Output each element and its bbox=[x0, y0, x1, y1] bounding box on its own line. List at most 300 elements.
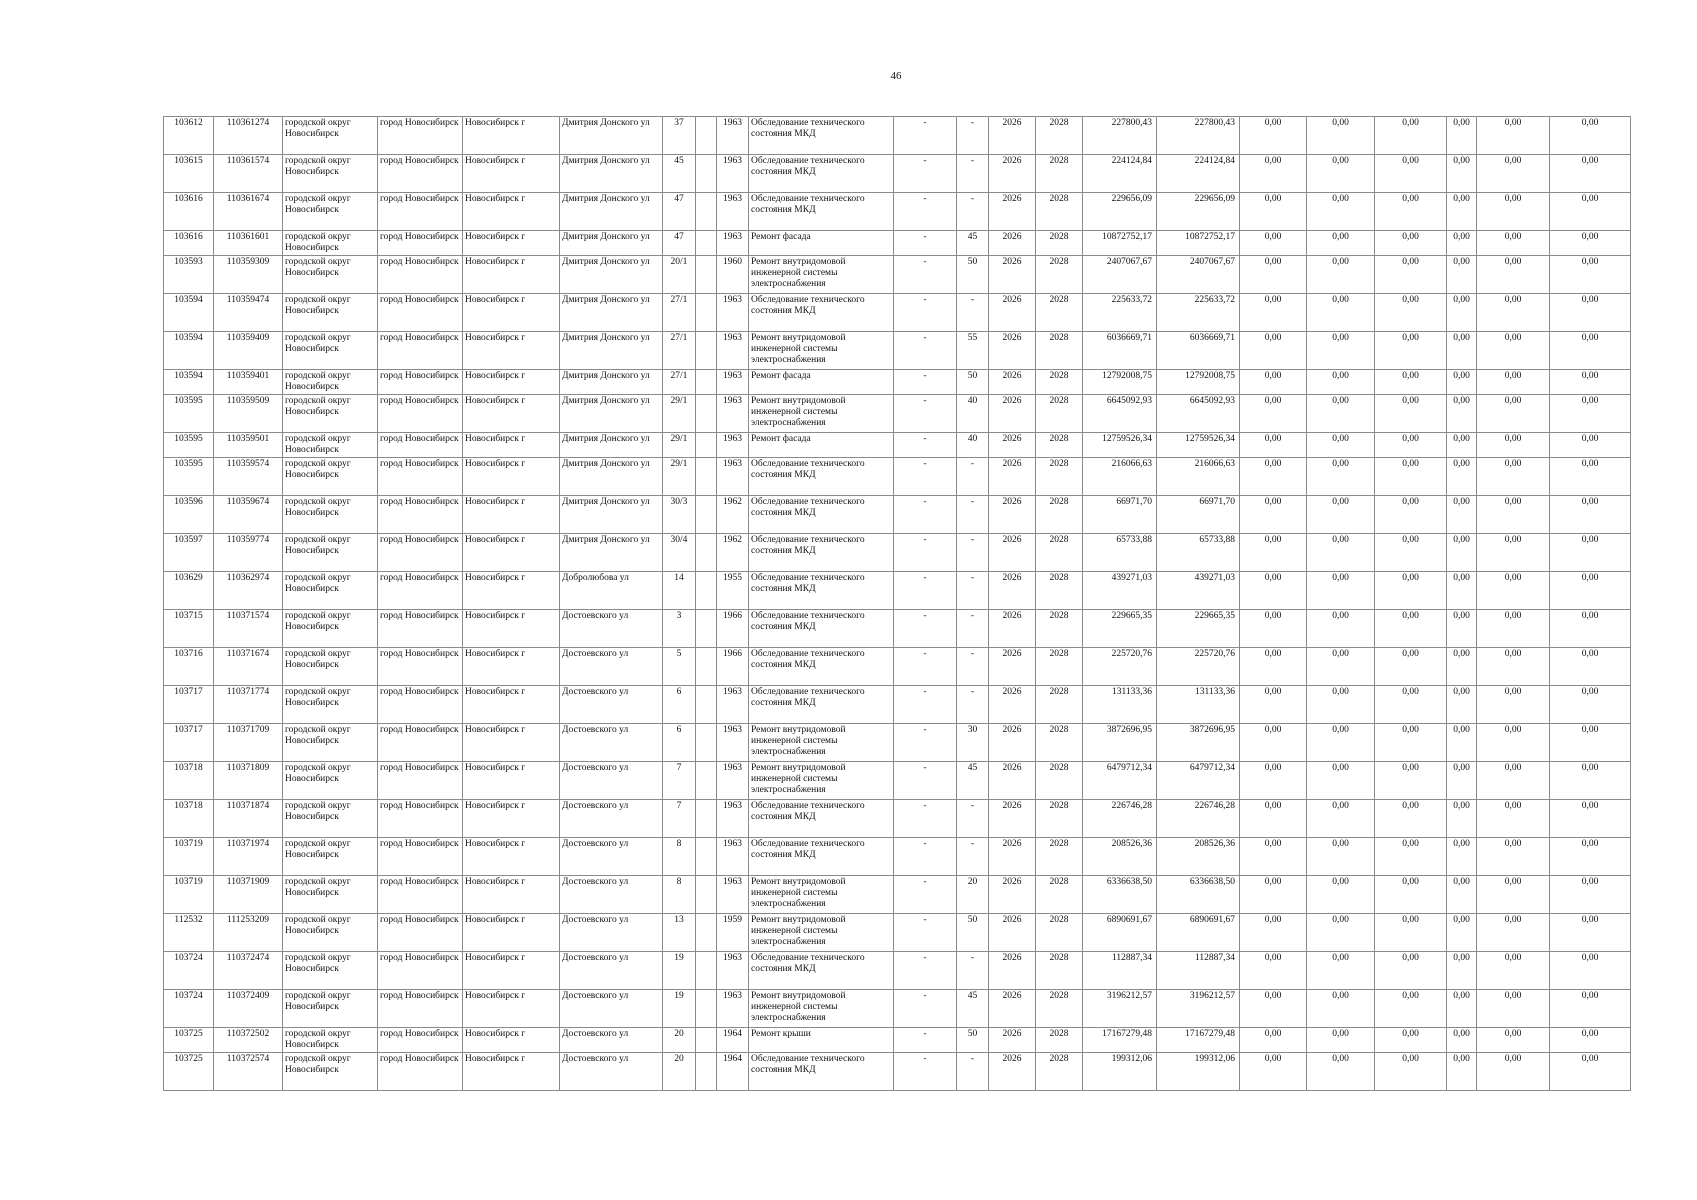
cell-fund-2: 0,00 bbox=[1307, 952, 1375, 990]
cell-fund-6: 0,00 bbox=[1550, 294, 1631, 332]
cell-locality: город Новосибирск bbox=[378, 332, 463, 370]
cell-district: городской округ Новосибирск bbox=[283, 686, 378, 724]
cell-fund-6: 0,00 bbox=[1550, 534, 1631, 572]
cell-fund-6: 0,00 bbox=[1550, 1053, 1631, 1091]
cell-start-year: 2026 bbox=[989, 838, 1036, 876]
table-row bbox=[164, 648, 1631, 686]
cell-house-code: 103715 bbox=[164, 610, 214, 648]
cell-start-year: 2026 bbox=[989, 1028, 1036, 1053]
table-row bbox=[164, 117, 1631, 155]
cell-end-year: 2028 bbox=[1036, 800, 1083, 838]
cell-fund-2: 0,00 bbox=[1307, 294, 1375, 332]
cell-year-built: 1963 bbox=[717, 838, 749, 876]
cell-fund-5: 0,00 bbox=[1477, 686, 1550, 724]
cell-district: городской округ Новосибирск bbox=[283, 332, 378, 370]
cell-city: Новосибирск г bbox=[463, 762, 560, 800]
cell-work-code: 110361601 bbox=[214, 231, 283, 256]
cell-street: Добролюбова ул bbox=[560, 572, 663, 610]
cell-work-type: Обследование технического состояния МКД bbox=[749, 610, 894, 648]
cell-building bbox=[696, 332, 717, 370]
cell-work-type: Ремонт внутридомовой инженерной системы электроснабжения bbox=[749, 990, 894, 1028]
cell-fund-3: 0,00 bbox=[1375, 952, 1447, 990]
cell-city: Новосибирск г bbox=[463, 1053, 560, 1091]
cell-work-code: 110359774 bbox=[214, 534, 283, 572]
cell-end-year: 2028 bbox=[1036, 534, 1083, 572]
cell-start-year: 2026 bbox=[989, 395, 1036, 433]
cell-work-type: Ремонт внутридомовой инженерной системы электроснабжения bbox=[749, 332, 894, 370]
cell-building bbox=[696, 534, 717, 572]
cell-end-year: 2028 bbox=[1036, 762, 1083, 800]
cell-house-code: 103615 bbox=[164, 155, 214, 193]
cell-work-code: 110359409 bbox=[214, 332, 283, 370]
cell-fund-1: 0,00 bbox=[1240, 762, 1307, 800]
table-row bbox=[164, 1028, 1631, 1053]
cell-building bbox=[696, 800, 717, 838]
cell-start-year: 2026 bbox=[989, 724, 1036, 762]
cell-year-built: 1963 bbox=[717, 155, 749, 193]
cell-locality: город Новосибирск bbox=[378, 686, 463, 724]
cell-street: Дмитрия Донского ул bbox=[560, 534, 663, 572]
cell-indicator: - bbox=[894, 433, 957, 458]
cell-street: Достоевского ул bbox=[560, 686, 663, 724]
cell-fund-2: 0,00 bbox=[1307, 332, 1375, 370]
cell-fund-1: 0,00 bbox=[1240, 433, 1307, 458]
cell-cost: 216066,63 bbox=[1083, 458, 1157, 496]
cell-work-type: Ремонт фасада bbox=[749, 370, 894, 395]
cell-year-built: 1963 bbox=[717, 193, 749, 231]
cell-street: Дмитрия Донского ул bbox=[560, 370, 663, 395]
cell-work-type: Ремонт внутридомовой инженерной системы электроснабжения bbox=[749, 914, 894, 952]
cell-city: Новосибирск г bbox=[463, 294, 560, 332]
cell-fund-2: 0,00 bbox=[1307, 800, 1375, 838]
cell-fund-4: 0,00 bbox=[1447, 838, 1477, 876]
cell-fund-1: 0,00 bbox=[1240, 496, 1307, 534]
cell-fund-3: 0,00 bbox=[1375, 572, 1447, 610]
cell-cost: 12759526,34 bbox=[1083, 433, 1157, 458]
cell-start-year: 2026 bbox=[989, 762, 1036, 800]
table-row bbox=[164, 1053, 1631, 1091]
cell-fund-4: 0,00 bbox=[1447, 458, 1477, 496]
cell-house-code: 103719 bbox=[164, 876, 214, 914]
table-row bbox=[164, 990, 1631, 1028]
cell-end-year: 2028 bbox=[1036, 496, 1083, 534]
cell-locality: город Новосибирск bbox=[378, 610, 463, 648]
cell-indicator: - bbox=[894, 458, 957, 496]
cell-wear-percent: - bbox=[957, 800, 989, 838]
cell-fund-3: 0,00 bbox=[1375, 1053, 1447, 1091]
cell-fund-4: 0,00 bbox=[1447, 395, 1477, 433]
cell-work-type: Обследование технического состояния МКД bbox=[749, 1053, 894, 1091]
cell-fund-5: 0,00 bbox=[1477, 762, 1550, 800]
cell-district: городской округ Новосибирск bbox=[283, 534, 378, 572]
cell-fund-4: 0,00 bbox=[1447, 914, 1477, 952]
cell-cost: 229665,35 bbox=[1083, 610, 1157, 648]
cell-fund-1: 0,00 bbox=[1240, 458, 1307, 496]
cell-end-year: 2028 bbox=[1036, 256, 1083, 294]
cell-end-year: 2028 bbox=[1036, 876, 1083, 914]
cell-fund-3: 0,00 bbox=[1375, 117, 1447, 155]
cell-work-code: 110371709 bbox=[214, 724, 283, 762]
cell-locality: город Новосибирск bbox=[378, 876, 463, 914]
cell-fund-6: 0,00 bbox=[1550, 952, 1631, 990]
cell-building bbox=[696, 458, 717, 496]
cell-fund-1: 0,00 bbox=[1240, 231, 1307, 256]
cell-street: Достоевского ул bbox=[560, 1053, 663, 1091]
cell-fund-6: 0,00 bbox=[1550, 155, 1631, 193]
cell-fund-4: 0,00 bbox=[1447, 572, 1477, 610]
cell-house-code: 103725 bbox=[164, 1028, 214, 1053]
cell-wear-percent: 45 bbox=[957, 762, 989, 800]
cell-fund-3: 0,00 bbox=[1375, 1028, 1447, 1053]
cell-end-year: 2028 bbox=[1036, 231, 1083, 256]
cell-total: 3196212,57 bbox=[1157, 990, 1240, 1028]
cell-year-built: 1963 bbox=[717, 231, 749, 256]
table-row bbox=[164, 231, 1631, 256]
cell-district: городской округ Новосибирск bbox=[283, 876, 378, 914]
cell-work-code: 110371909 bbox=[214, 876, 283, 914]
cell-wear-percent: - bbox=[957, 155, 989, 193]
cell-locality: город Новосибирск bbox=[378, 117, 463, 155]
cell-fund-6: 0,00 bbox=[1550, 433, 1631, 458]
cell-fund-5: 0,00 bbox=[1477, 332, 1550, 370]
cell-total: 3872696,95 bbox=[1157, 724, 1240, 762]
cell-cost: 226746,28 bbox=[1083, 800, 1157, 838]
cell-street: Дмитрия Донского ул bbox=[560, 458, 663, 496]
cell-work-code: 110372409 bbox=[214, 990, 283, 1028]
cell-indicator: - bbox=[894, 370, 957, 395]
cell-cost: 66971,70 bbox=[1083, 496, 1157, 534]
cell-work-code: 110359509 bbox=[214, 395, 283, 433]
cell-fund-5: 0,00 bbox=[1477, 648, 1550, 686]
cell-work-type: Ремонт внутридомовой инженерной системы электроснабжения bbox=[749, 395, 894, 433]
cell-building bbox=[696, 433, 717, 458]
cell-fund-6: 0,00 bbox=[1550, 256, 1631, 294]
cell-fund-6: 0,00 bbox=[1550, 876, 1631, 914]
cell-work-code: 110371774 bbox=[214, 686, 283, 724]
cell-year-built: 1963 bbox=[717, 876, 749, 914]
cell-house-number: 8 bbox=[663, 838, 696, 876]
cell-fund-3: 0,00 bbox=[1375, 332, 1447, 370]
cell-house-code: 103717 bbox=[164, 724, 214, 762]
table-row bbox=[164, 458, 1631, 496]
cell-work-code: 110359401 bbox=[214, 370, 283, 395]
cell-house-number: 6 bbox=[663, 686, 696, 724]
cell-fund-4: 0,00 bbox=[1447, 952, 1477, 990]
cell-fund-2: 0,00 bbox=[1307, 990, 1375, 1028]
cell-fund-1: 0,00 bbox=[1240, 332, 1307, 370]
cell-fund-4: 0,00 bbox=[1447, 193, 1477, 231]
cell-work-type: Обследование технического состояния МКД bbox=[749, 534, 894, 572]
cell-locality: город Новосибирск bbox=[378, 370, 463, 395]
cell-fund-3: 0,00 bbox=[1375, 231, 1447, 256]
cell-house-number: 6 bbox=[663, 724, 696, 762]
cell-work-code: 110361674 bbox=[214, 193, 283, 231]
cell-indicator: - bbox=[894, 914, 957, 952]
cell-start-year: 2026 bbox=[989, 572, 1036, 610]
cell-house-number: 27/1 bbox=[663, 332, 696, 370]
cell-wear-percent: - bbox=[957, 193, 989, 231]
cell-cost: 439271,03 bbox=[1083, 572, 1157, 610]
cell-district: городской округ Новосибирск bbox=[283, 231, 378, 256]
cell-wear-percent: 40 bbox=[957, 433, 989, 458]
cell-wear-percent: - bbox=[957, 572, 989, 610]
cell-work-type: Обследование технического состояния МКД bbox=[749, 155, 894, 193]
cell-start-year: 2026 bbox=[989, 990, 1036, 1028]
cell-work-type: Обследование технического состояния МКД bbox=[749, 800, 894, 838]
cell-house-code: 103595 bbox=[164, 395, 214, 433]
cell-district: городской округ Новосибирск bbox=[283, 572, 378, 610]
cell-district: городской округ Новосибирск bbox=[283, 648, 378, 686]
cell-fund-4: 0,00 bbox=[1447, 724, 1477, 762]
cell-city: Новосибирск г bbox=[463, 648, 560, 686]
cell-fund-2: 0,00 bbox=[1307, 610, 1375, 648]
cell-fund-1: 0,00 bbox=[1240, 117, 1307, 155]
cell-cost: 227800,43 bbox=[1083, 117, 1157, 155]
cell-wear-percent: - bbox=[957, 610, 989, 648]
cell-fund-6: 0,00 bbox=[1550, 1028, 1631, 1053]
cell-house-code: 103716 bbox=[164, 648, 214, 686]
cell-locality: город Новосибирск bbox=[378, 990, 463, 1028]
cell-total: 225633,72 bbox=[1157, 294, 1240, 332]
cell-fund-3: 0,00 bbox=[1375, 395, 1447, 433]
cell-total: 131133,36 bbox=[1157, 686, 1240, 724]
cell-fund-2: 0,00 bbox=[1307, 155, 1375, 193]
cell-house-code: 103717 bbox=[164, 686, 214, 724]
cell-locality: город Новосибирск bbox=[378, 231, 463, 256]
cell-work-code: 110372502 bbox=[214, 1028, 283, 1053]
cell-locality: город Новосибирск bbox=[378, 572, 463, 610]
cell-work-type: Обследование технического состояния МКД bbox=[749, 648, 894, 686]
cell-house-number: 19 bbox=[663, 952, 696, 990]
cell-total: 6036669,71 bbox=[1157, 332, 1240, 370]
cell-indicator: - bbox=[894, 800, 957, 838]
table-row bbox=[164, 952, 1631, 990]
cell-building bbox=[696, 572, 717, 610]
cell-wear-percent: 50 bbox=[957, 256, 989, 294]
table-row bbox=[164, 193, 1631, 231]
cell-street: Достоевского ул bbox=[560, 838, 663, 876]
cell-fund-6: 0,00 bbox=[1550, 572, 1631, 610]
cell-building bbox=[696, 838, 717, 876]
cell-year-built: 1962 bbox=[717, 534, 749, 572]
cell-end-year: 2028 bbox=[1036, 294, 1083, 332]
cell-fund-6: 0,00 bbox=[1550, 332, 1631, 370]
cell-cost: 2407067,67 bbox=[1083, 256, 1157, 294]
cell-fund-1: 0,00 bbox=[1240, 294, 1307, 332]
cell-fund-4: 0,00 bbox=[1447, 256, 1477, 294]
cell-fund-5: 0,00 bbox=[1477, 990, 1550, 1028]
cell-end-year: 2028 bbox=[1036, 193, 1083, 231]
cell-house-number: 47 bbox=[663, 193, 696, 231]
cell-fund-1: 0,00 bbox=[1240, 256, 1307, 294]
cell-fund-3: 0,00 bbox=[1375, 648, 1447, 686]
table-row bbox=[164, 534, 1631, 572]
cell-fund-6: 0,00 bbox=[1550, 724, 1631, 762]
cell-cost: 3196212,57 bbox=[1083, 990, 1157, 1028]
cell-indicator: - bbox=[894, 686, 957, 724]
cell-fund-5: 0,00 bbox=[1477, 256, 1550, 294]
cell-work-code: 111253209 bbox=[214, 914, 283, 952]
cell-fund-3: 0,00 bbox=[1375, 193, 1447, 231]
cell-house-code: 112532 bbox=[164, 914, 214, 952]
cell-year-built: 1963 bbox=[717, 952, 749, 990]
cell-city: Новосибирск г bbox=[463, 370, 560, 395]
cell-house-code: 103616 bbox=[164, 193, 214, 231]
cell-city: Новосибирск г bbox=[463, 800, 560, 838]
cell-building bbox=[696, 952, 717, 990]
cell-fund-5: 0,00 bbox=[1477, 231, 1550, 256]
cell-locality: город Новосибирск bbox=[378, 155, 463, 193]
cell-locality: город Новосибирск bbox=[378, 395, 463, 433]
cell-cost: 224124,84 bbox=[1083, 155, 1157, 193]
cell-fund-2: 0,00 bbox=[1307, 762, 1375, 800]
cell-cost: 17167279,48 bbox=[1083, 1028, 1157, 1053]
cell-fund-2: 0,00 bbox=[1307, 572, 1375, 610]
cell-fund-4: 0,00 bbox=[1447, 762, 1477, 800]
cell-fund-4: 0,00 bbox=[1447, 1028, 1477, 1053]
table-row bbox=[164, 686, 1631, 724]
table-row bbox=[164, 155, 1631, 193]
cell-street: Достоевского ул bbox=[560, 648, 663, 686]
cell-locality: город Новосибирск bbox=[378, 800, 463, 838]
cell-fund-2: 0,00 bbox=[1307, 534, 1375, 572]
cell-district: городской округ Новосибирск bbox=[283, 800, 378, 838]
cell-house-number: 27/1 bbox=[663, 294, 696, 332]
cell-city: Новосибирск г bbox=[463, 256, 560, 294]
cell-indicator: - bbox=[894, 762, 957, 800]
cell-year-built: 1963 bbox=[717, 370, 749, 395]
cell-fund-5: 0,00 bbox=[1477, 155, 1550, 193]
cell-year-built: 1963 bbox=[717, 332, 749, 370]
cell-fund-1: 0,00 bbox=[1240, 370, 1307, 395]
cell-cost: 225720,76 bbox=[1083, 648, 1157, 686]
cell-fund-5: 0,00 bbox=[1477, 876, 1550, 914]
cell-wear-percent: - bbox=[957, 294, 989, 332]
cell-house-number: 14 bbox=[663, 572, 696, 610]
cell-fund-1: 0,00 bbox=[1240, 914, 1307, 952]
cell-fund-5: 0,00 bbox=[1477, 458, 1550, 496]
cell-total: 12792008,75 bbox=[1157, 370, 1240, 395]
cell-city: Новосибирск г bbox=[463, 155, 560, 193]
cell-building bbox=[696, 155, 717, 193]
cell-work-code: 110371974 bbox=[214, 838, 283, 876]
cell-fund-6: 0,00 bbox=[1550, 395, 1631, 433]
cell-total: 6479712,34 bbox=[1157, 762, 1240, 800]
cell-locality: город Новосибирск bbox=[378, 294, 463, 332]
table-row bbox=[164, 370, 1631, 395]
cell-fund-2: 0,00 bbox=[1307, 838, 1375, 876]
cell-fund-3: 0,00 bbox=[1375, 724, 1447, 762]
cell-end-year: 2028 bbox=[1036, 458, 1083, 496]
cell-cost: 6645092,93 bbox=[1083, 395, 1157, 433]
cell-year-built: 1955 bbox=[717, 572, 749, 610]
cell-house-code: 103594 bbox=[164, 294, 214, 332]
cell-start-year: 2026 bbox=[989, 117, 1036, 155]
cell-house-number: 8 bbox=[663, 876, 696, 914]
cell-fund-3: 0,00 bbox=[1375, 433, 1447, 458]
cell-indicator: - bbox=[894, 496, 957, 534]
cell-fund-3: 0,00 bbox=[1375, 370, 1447, 395]
cell-end-year: 2028 bbox=[1036, 686, 1083, 724]
cell-building bbox=[696, 1028, 717, 1053]
cell-fund-3: 0,00 bbox=[1375, 800, 1447, 838]
cell-street: Дмитрия Донского ул bbox=[560, 117, 663, 155]
cell-work-code: 110362974 bbox=[214, 572, 283, 610]
cell-fund-6: 0,00 bbox=[1550, 193, 1631, 231]
cell-house-number: 30/4 bbox=[663, 534, 696, 572]
table-row bbox=[164, 332, 1631, 370]
cell-start-year: 2026 bbox=[989, 155, 1036, 193]
cell-house-code: 103724 bbox=[164, 990, 214, 1028]
cell-locality: город Новосибирск bbox=[378, 914, 463, 952]
cell-house-number: 29/1 bbox=[663, 433, 696, 458]
cell-district: городской округ Новосибирск bbox=[283, 370, 378, 395]
cell-city: Новосибирск г bbox=[463, 724, 560, 762]
cell-fund-3: 0,00 bbox=[1375, 838, 1447, 876]
cell-fund-5: 0,00 bbox=[1477, 952, 1550, 990]
cell-street: Дмитрия Донского ул bbox=[560, 256, 663, 294]
cell-fund-2: 0,00 bbox=[1307, 231, 1375, 256]
cell-city: Новосибирск г bbox=[463, 433, 560, 458]
cell-fund-5: 0,00 bbox=[1477, 395, 1550, 433]
cell-fund-4: 0,00 bbox=[1447, 231, 1477, 256]
page-number: 46 bbox=[890, 70, 902, 82]
cell-fund-1: 0,00 bbox=[1240, 1028, 1307, 1053]
cell-fund-5: 0,00 bbox=[1477, 370, 1550, 395]
cell-fund-3: 0,00 bbox=[1375, 256, 1447, 294]
cell-fund-1: 0,00 bbox=[1240, 838, 1307, 876]
cell-cost: 65733,88 bbox=[1083, 534, 1157, 572]
cell-indicator: - bbox=[894, 231, 957, 256]
cell-fund-2: 0,00 bbox=[1307, 256, 1375, 294]
cell-year-built: 1966 bbox=[717, 610, 749, 648]
cell-house-code: 103616 bbox=[164, 231, 214, 256]
cell-street: Достоевского ул bbox=[560, 876, 663, 914]
cell-wear-percent: - bbox=[957, 534, 989, 572]
cell-house-number: 7 bbox=[663, 762, 696, 800]
cell-fund-2: 0,00 bbox=[1307, 458, 1375, 496]
cell-work-code: 110359674 bbox=[214, 496, 283, 534]
cell-building bbox=[696, 1053, 717, 1091]
cell-work-code: 110359574 bbox=[214, 458, 283, 496]
cell-fund-6: 0,00 bbox=[1550, 914, 1631, 952]
cell-year-built: 1962 bbox=[717, 496, 749, 534]
cell-fund-2: 0,00 bbox=[1307, 1028, 1375, 1053]
cell-fund-1: 0,00 bbox=[1240, 395, 1307, 433]
cell-wear-percent: - bbox=[957, 838, 989, 876]
cell-wear-percent: 50 bbox=[957, 1028, 989, 1053]
cell-city: Новосибирск г bbox=[463, 496, 560, 534]
cell-locality: город Новосибирск bbox=[378, 534, 463, 572]
cell-fund-2: 0,00 bbox=[1307, 395, 1375, 433]
cell-fund-5: 0,00 bbox=[1477, 1053, 1550, 1091]
cell-work-code: 110359309 bbox=[214, 256, 283, 294]
cell-work-code: 110361574 bbox=[214, 155, 283, 193]
cell-fund-3: 0,00 bbox=[1375, 914, 1447, 952]
cell-wear-percent: 40 bbox=[957, 395, 989, 433]
cell-street: Дмитрия Донского ул bbox=[560, 155, 663, 193]
cell-work-code: 110371809 bbox=[214, 762, 283, 800]
cell-work-type: Обследование технического состояния МКД bbox=[749, 952, 894, 990]
cell-fund-5: 0,00 bbox=[1477, 800, 1550, 838]
cell-end-year: 2028 bbox=[1036, 332, 1083, 370]
cell-fund-3: 0,00 bbox=[1375, 610, 1447, 648]
cell-end-year: 2028 bbox=[1036, 395, 1083, 433]
cell-end-year: 2028 bbox=[1036, 572, 1083, 610]
cell-wear-percent: - bbox=[957, 458, 989, 496]
cell-fund-2: 0,00 bbox=[1307, 686, 1375, 724]
cell-street: Достоевского ул bbox=[560, 990, 663, 1028]
